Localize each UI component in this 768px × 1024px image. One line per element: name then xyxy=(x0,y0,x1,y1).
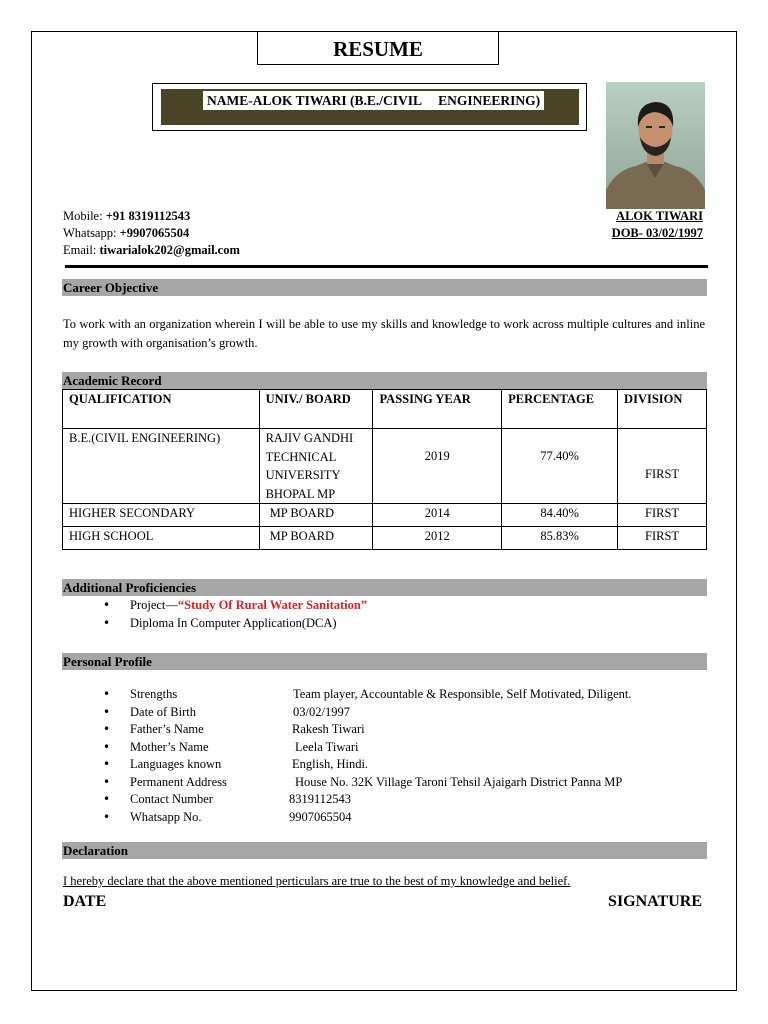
table-header-row xyxy=(63,390,707,429)
cell-qualification: B.E.(CIVIL ENGINEERING) xyxy=(63,429,260,504)
email-value[interactable]: tiwarialok202@gmail.com xyxy=(99,243,240,257)
profile-photo-image xyxy=(606,82,705,209)
mobile-line xyxy=(63,208,190,224)
profile-value: Rakesh Tiwari xyxy=(292,722,365,736)
cell-year: 2012 xyxy=(373,527,502,550)
list-item xyxy=(103,597,367,615)
project-prefix: Project— xyxy=(130,598,178,612)
header-divider xyxy=(65,265,708,268)
header-passing-year: PASSING YEAR xyxy=(373,390,502,429)
name-banner xyxy=(152,83,587,131)
cell-percentage: 84.40% xyxy=(502,504,618,527)
profile-label: Father’s Name xyxy=(130,722,204,736)
cell-division: FIRST xyxy=(618,504,707,527)
cell-division: FIRST xyxy=(618,527,707,550)
list-item xyxy=(103,774,227,792)
profile-value: 9907065504 xyxy=(289,809,352,824)
board-line: TECHNICAL xyxy=(265,449,337,464)
board-line: UNIVERSITY xyxy=(265,468,341,482)
additional-list xyxy=(103,597,367,632)
profile-value: 03/02/1997 xyxy=(293,704,350,719)
list-item xyxy=(103,739,227,757)
table-row xyxy=(63,527,707,550)
date-label: DATE xyxy=(63,893,107,910)
list-item xyxy=(103,809,227,827)
cell-percentage: 77.40% xyxy=(502,429,618,504)
cell-percentage: 85.83% xyxy=(502,527,618,550)
list-item xyxy=(103,756,227,774)
resume-title: RESUME xyxy=(257,31,499,65)
personal-list xyxy=(103,686,227,826)
candidate-name: ALOK TIWARI xyxy=(616,209,703,223)
declaration-heading: Declaration xyxy=(62,842,707,859)
header-qualification: QUALIFICATION xyxy=(63,390,260,429)
email-line xyxy=(63,242,240,258)
profile-value: 8319112543 xyxy=(289,792,352,806)
declaration-text: I hereby declare that the above mentioned perticulars are true to the best of my knowledge and belief. xyxy=(63,874,571,888)
profile-label: Strengths xyxy=(130,687,178,701)
header-division: DIVISION xyxy=(618,390,707,429)
cell-board xyxy=(259,429,373,504)
list-item xyxy=(103,686,227,704)
additional-proficiencies-heading: Additional Proficiencies xyxy=(62,579,707,596)
academic-table xyxy=(62,389,707,550)
board-line: RAJIV GANDHI xyxy=(265,431,354,445)
project-title: “Study Of Rural Water Sanitation” xyxy=(177,598,368,612)
whatsapp-line xyxy=(63,225,189,241)
profile-label: Contact Number xyxy=(130,792,213,806)
profile-photo xyxy=(606,82,705,209)
cell-qualification: HIGHER SECONDARY xyxy=(63,504,260,527)
header-board: UNIV./ BOARD xyxy=(259,390,373,429)
email-label: Email: xyxy=(63,243,100,257)
profile-value: English, Hindi. xyxy=(292,757,369,771)
profile-value: House No. 32K Village Taroni Tehsil Ajaigarh District Panna MP xyxy=(295,774,623,789)
profile-label: Mother’s Name xyxy=(130,739,209,754)
cell-board: MP BOARD xyxy=(259,504,373,527)
candidate-dob: DOB- 03/02/1997 xyxy=(611,226,703,240)
name-line: NAME-ALOK TIWARI (B.E./CIVIL ENGINEERING) xyxy=(203,91,544,110)
profile-label: Whatsapp No. xyxy=(130,809,202,824)
signature-label: SIGNATURE xyxy=(608,893,702,910)
header-percentage: PERCENTAGE xyxy=(502,390,618,429)
profile-value: Leela Tiwari xyxy=(295,739,359,754)
list-item xyxy=(103,721,227,739)
board-line: BHOPAL MP xyxy=(265,486,336,501)
whatsapp-label: Whatsapp: xyxy=(63,226,120,240)
personal-profile-heading: Personal Profile xyxy=(62,653,707,670)
list-item: • Diploma In Computer Application(DCA) xyxy=(103,615,367,633)
academic-record-heading: Academic Record xyxy=(62,372,707,389)
list-item xyxy=(103,704,227,722)
table-row xyxy=(63,429,707,504)
name-banner-fill xyxy=(161,89,579,125)
career-objective-text: To work with an organization wherein I will be able to use my skills and knowledge to work across multiple cultures and inline my growth with organisation’s growth. xyxy=(63,317,705,350)
career-objective-heading: Career Objective xyxy=(62,279,707,296)
profile-label: Languages known xyxy=(130,757,222,771)
cell-qualification: HIGH SCHOOL xyxy=(63,527,260,550)
table-row xyxy=(63,504,707,527)
cell-division: FIRST xyxy=(618,429,707,504)
cell-year: 2014 xyxy=(373,504,502,527)
mobile-label: Mobile: xyxy=(63,209,106,223)
cell-board: MP BOARD xyxy=(259,527,373,550)
mobile-value: +91 8319112543 xyxy=(105,209,191,223)
cell-year: 2019 xyxy=(373,429,502,504)
profile-label: Permanent Address xyxy=(130,774,227,789)
profile-label: Date of Birth xyxy=(130,704,196,719)
profile-value: Team player, Accountable & Responsible, Self Motivated, Diligent. xyxy=(293,687,632,701)
whatsapp-value: +9907065504 xyxy=(119,226,190,240)
list-item xyxy=(103,791,227,809)
